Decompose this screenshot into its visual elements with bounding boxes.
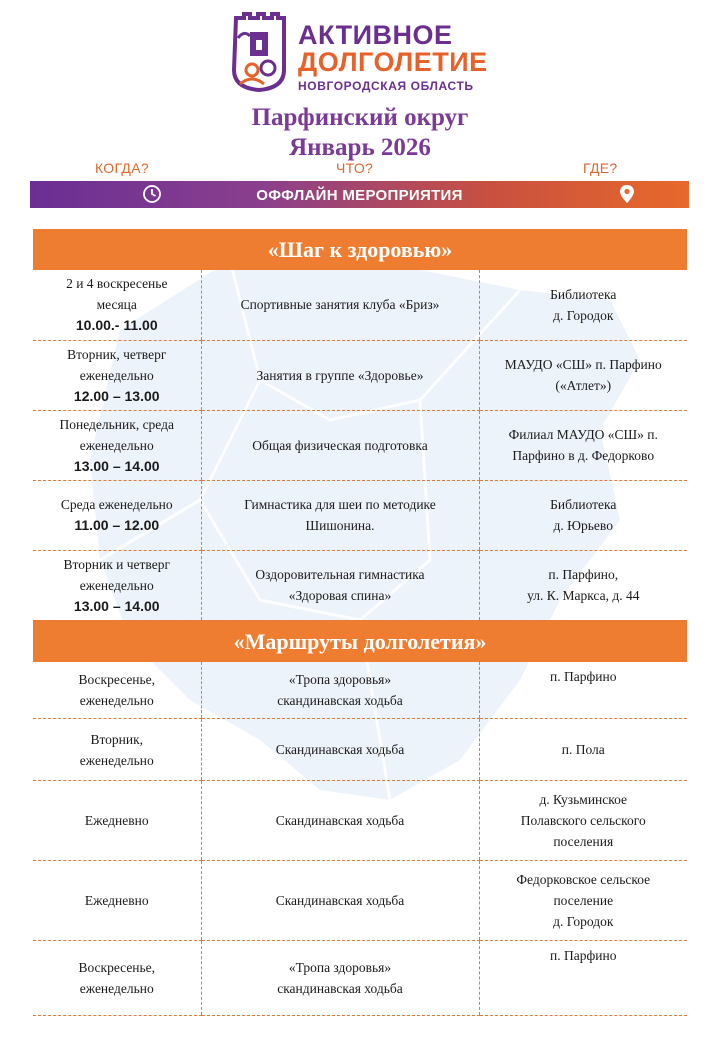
activity-text: скандинавская ходьба [277,692,403,708]
what-cell [201,340,479,410]
location-text: поселение [553,893,614,908]
when-text: еженедельно [79,367,154,383]
table-row [33,781,687,861]
time-range: 10.00.- 11.00 [75,317,158,334]
activity-text: Скандинавская ходьба [275,893,405,908]
what-cell [201,941,479,1016]
what-cell [201,480,479,550]
when-cell [33,340,201,410]
location-text: п. Парфино, [548,567,619,582]
when-text: еженедельно [79,981,154,996]
when-cell [33,480,201,550]
activity-text: Шишонина. [305,518,375,533]
where-cell [479,781,687,861]
activity-text: «Тропа здоровья» [288,671,392,687]
table-row [33,550,687,620]
activity-text: Общая физическая подготовка [252,437,428,453]
where-cell [479,719,687,781]
activity-text: скандинавская ходьба [277,981,403,996]
location-text: Федорковское сельское [516,872,651,887]
where-cell [479,480,687,550]
table-row [33,861,687,941]
table-row [33,662,687,719]
banner-title: ОФФЛАЙН МЕРОПРИЯТИЯ [256,187,463,204]
activity-text: Спортивные занятия клуба «Бриз» [240,297,440,313]
logo-line-2: ДОЛГОЛЕТИЕ [298,47,488,77]
when-text: еженедельно [79,692,154,708]
table-row [33,719,687,781]
location-text: Библиотека [550,286,617,302]
location-text: Филиал МАУДО «СШ» п. [508,427,658,442]
location-text: п. Пола [561,742,605,757]
location-text: Парфино в д. Федорково [512,448,655,463]
section-title: «Маршруты долголетия» [33,620,687,662]
time-range: 12.00 – 13.00 [73,387,160,404]
location-text: ул. К. Маркса, д. 44 [527,588,640,603]
what-cell [201,270,479,340]
when-text: Воскресенье, [78,671,156,687]
when-text: еженедельно [79,577,154,593]
time-range: 13.00 – 14.00 [73,457,160,474]
district-title: Парфинский округ [251,104,469,131]
table-row [33,410,687,480]
where-cell [479,662,687,719]
table-row [33,480,687,550]
activity-text: Занятия в группе «Здоровье» [256,367,424,383]
when-text: Ежедневно [84,813,149,828]
when-text: 2 и 4 воскресенье [66,276,168,292]
logo-line-3: НОВГОРОДСКАЯ ОБЛАСТЬ [298,79,474,93]
what-header: ЧТО? [336,160,374,176]
activity-text: Скандинавская ходьба [275,742,405,757]
table-row [33,270,687,340]
where-cell [479,410,687,480]
active-longevity-logo [228,8,498,94]
when-cell [33,662,201,719]
table-row [33,941,687,1016]
what-cell [201,719,479,781]
location-text: Библиотека [550,497,617,512]
when-cell [33,270,201,340]
logo-line-1: АКТИВНОЕ [298,20,453,50]
offline-events-banner [30,181,689,208]
location-text: МАУДО «СШ» п. Парфино [504,357,662,372]
location-text: д. Юрьево [553,518,613,533]
when-cell [33,410,201,480]
activity-text: «Тропа здоровья» [288,960,392,975]
when-cell [33,550,201,620]
when-text: Понедельник, среда [59,416,174,432]
logo-emblem-icon [228,10,290,92]
month-title: Январь 2026 [289,134,431,161]
activity-text: Гимнастика для шеи по методике [244,497,436,512]
what-cell [201,550,479,620]
location-text: Полавского сельского [520,813,646,828]
what-cell [201,410,479,480]
when-cell [33,941,201,1016]
location-pin-icon [619,184,635,204]
location-text: («Атлет») [555,378,612,393]
location-text: д. Городок [553,307,614,323]
table-row [33,340,687,410]
location-text: п. Парфино [550,948,617,963]
when-text: Вторник и четверг [63,556,170,572]
time-range: 11.00 – 12.00 [74,517,160,533]
when-text: Вторник, [90,731,144,747]
when-text: еженедельно [79,752,154,768]
activity-text: Оздоровительная гимнастика [255,567,425,582]
where-cell [479,550,687,620]
location-text: д. Городок [553,914,614,929]
location-text: д. Кузьминское [539,792,628,807]
where-cell [479,861,687,941]
section-header [33,620,687,662]
where-cell [479,941,687,1016]
location-text: п. Парфино [550,668,617,684]
where-cell [479,270,687,340]
what-cell [201,861,479,941]
when-text: Вторник, четверг [67,346,167,362]
location-text: поселения [553,834,614,849]
what-cell [201,781,479,861]
schedule-table [33,229,687,1016]
when-cell [33,719,201,781]
when-header: КОГДА? [95,160,149,176]
when-text: Ежедневно [84,893,149,908]
when-text: месяца [96,297,137,313]
what-cell [201,662,479,719]
when-text: Среда еженедельно [60,497,173,512]
section-title: «Шаг к здоровью» [33,229,687,270]
when-text: еженедельно [79,437,154,453]
activity-text: «Здоровая спина» [288,588,392,603]
activity-text: Скандинавская ходьба [275,813,405,828]
section-header [33,229,687,270]
when-cell [33,861,201,941]
when-cell [33,781,201,861]
time-range: 13.00 – 14.00 [73,597,160,614]
where-cell [479,340,687,410]
where-header: ГДЕ? [583,160,618,176]
when-text: Воскресенье, [78,960,156,975]
